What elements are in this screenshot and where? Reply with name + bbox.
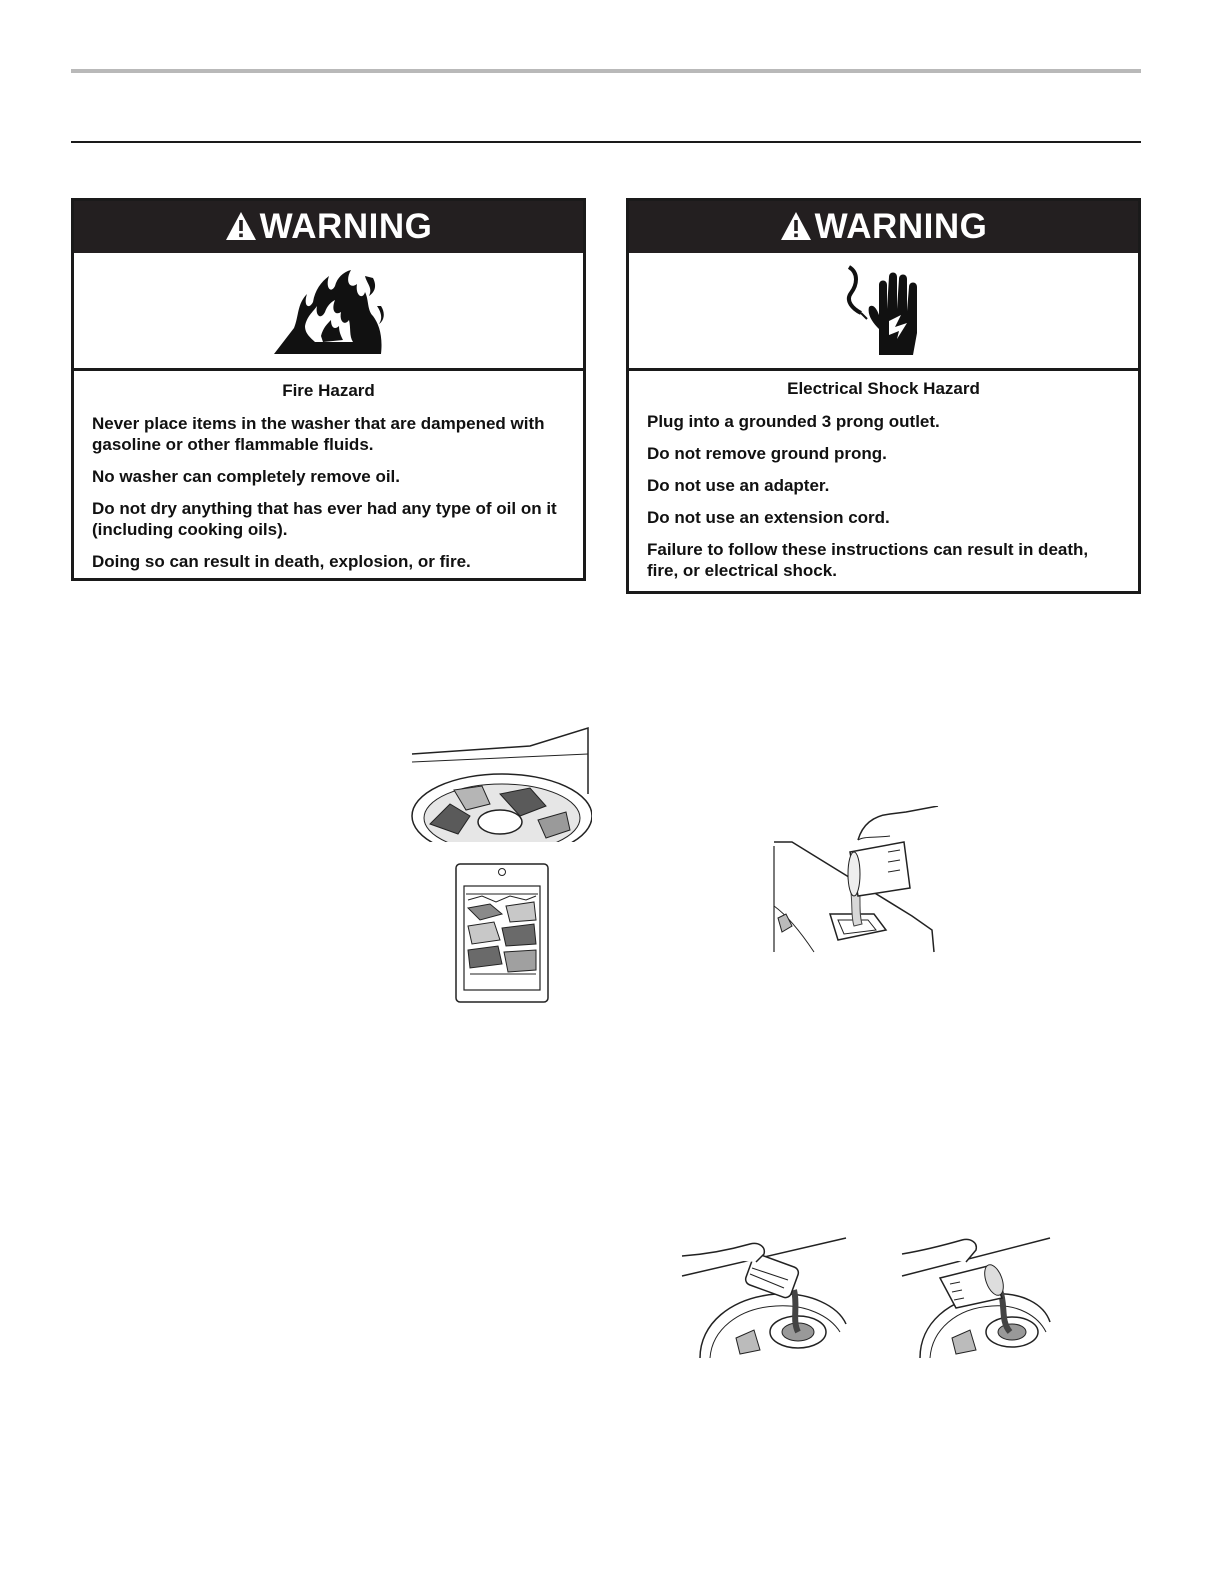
fire-icon [269, 266, 389, 356]
warning-text-line: Plug into a grounded 3 prong outlet. [647, 412, 940, 431]
warning-text-line: Do not use an extension cord. [647, 508, 890, 527]
warning-header [74, 201, 583, 253]
warning-text-line: Do not use an adapter. [647, 476, 830, 495]
hazard-title: Fire Hazard [282, 381, 375, 400]
warning-header-text: WARNING [814, 207, 988, 246]
warning-header [629, 201, 1138, 253]
section-rule [71, 141, 1141, 143]
electric-shock-icon [839, 263, 929, 359]
fire-hazard-warning [71, 198, 586, 581]
warning-triangle-icon [780, 211, 812, 241]
pour-bottle-center-icon [680, 1234, 848, 1360]
electrical-shock-warning [626, 198, 1141, 594]
hazard-symbol-area [629, 253, 1138, 371]
washer-load-icon [410, 724, 592, 1006]
warning-text-line: No washer can completely remove oil. [92, 467, 401, 486]
hazard-title: Electrical Shock Hazard [787, 379, 980, 398]
warning-text-line: Doing so can result in death, explosion, or fire. [92, 552, 471, 571]
warning-text-line: Do not remove ground prong. [647, 444, 887, 463]
hazard-symbol-area [74, 253, 583, 371]
warning-triangle-icon [225, 211, 257, 241]
pour-detergent-dispenser-icon [772, 806, 942, 956]
warning-text-line: Never place items in the washer that are dampened with gasoline or other flammable fluids. [92, 414, 545, 454]
warning-text-line: Do not dry anything that has ever had any type of oil on it (including cooking oils). [92, 499, 557, 539]
pour-cup-center-icon [900, 1232, 1052, 1360]
top-rule [71, 69, 1141, 73]
warning-text-line: Failure to follow these instructions can result in death, fire, or electrical shock. [647, 540, 1089, 580]
warning-header-text: WARNING [259, 207, 433, 246]
